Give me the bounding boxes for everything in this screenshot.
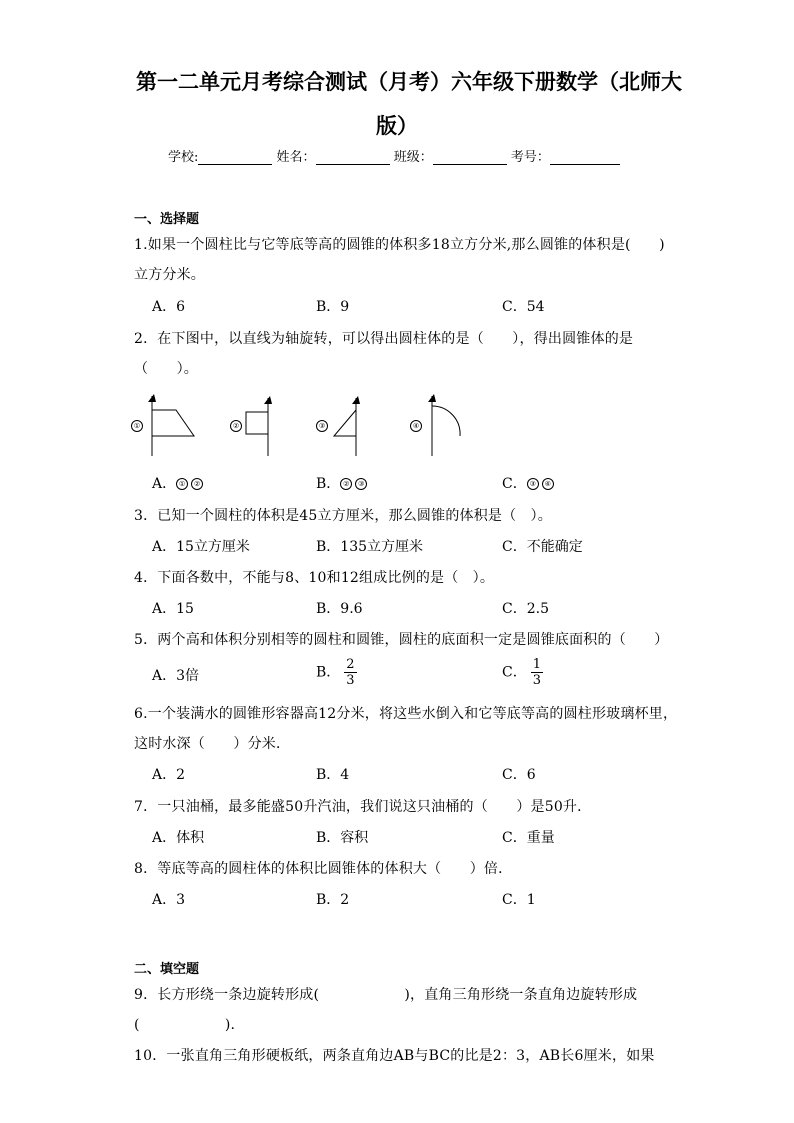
q4-option-c[interactable]: C．2.5 xyxy=(502,601,549,617)
school-blank[interactable] xyxy=(198,150,272,165)
name-label: 姓名： xyxy=(276,150,316,165)
question-10: 10．一张直角三角形硬板纸，两条直角边AB与BC的比是2：3，AB长6厘米，如果 xyxy=(134,1048,655,1064)
q8-option-c[interactable]: C．1 xyxy=(502,892,536,908)
figure-label-2: ② xyxy=(230,420,242,432)
q5-c-fraction xyxy=(531,657,543,688)
q1-option-c[interactable]: C．54 xyxy=(502,299,545,315)
q2-option-b-label: B． xyxy=(316,476,341,492)
q5-b-numerator: 2 xyxy=(346,657,355,672)
question-2: 2．在下图中，以直线为轴旋转，可以得出圆柱体的是（ ），得出圆锥体的是 xyxy=(134,331,634,347)
section-heading-fill: 二、填空题 xyxy=(134,962,200,977)
figure-4-quarter-circle xyxy=(428,394,460,456)
figure-3-triangle xyxy=(334,396,360,456)
q4-option-a[interactable]: A．15 xyxy=(152,601,194,617)
q5-option-b[interactable] xyxy=(316,657,357,688)
figure-label-4: ④ xyxy=(410,420,422,432)
figure-2-square xyxy=(246,396,272,456)
page-title-line1: 第一二单元月考综合测试（月考）六年级下册数学（北师大 xyxy=(136,70,682,94)
q3-option-a[interactable]: A．15立方厘米 xyxy=(152,539,250,555)
question-1-cont: 立方分米。 xyxy=(134,267,205,283)
q3-option-b[interactable]: B．135立方厘米 xyxy=(316,539,424,555)
q2-c-mark-2: ④ xyxy=(542,478,554,490)
question-1: 1.如果一个圆柱比与它等底等高的圆锥的体积多18立方分米,那么圆锥的体积是( ) xyxy=(134,237,665,253)
q2-a-mark-2: ② xyxy=(191,478,203,490)
question-5: 5．两个高和体积分别相等的圆柱和圆锥，圆柱的底面积一定是圆锥底面积的（ ） xyxy=(134,632,669,648)
q5-option-a[interactable]: A．3倍 xyxy=(152,668,200,684)
q2-c-mark-1: ③ xyxy=(527,478,539,490)
student-info-row xyxy=(168,146,620,165)
figure-label-3: ③ xyxy=(316,420,328,432)
q5-option-c[interactable] xyxy=(502,657,543,688)
question-2-cont: （ ）。 xyxy=(134,361,198,377)
rotation-figures xyxy=(124,388,484,460)
question-6-cont: 这时水深（ ）分米． xyxy=(134,736,291,752)
q3-option-c[interactable]: C．不能确定 xyxy=(502,539,583,555)
q5-c-numerator: 1 xyxy=(532,657,541,672)
q6-option-a[interactable]: A．2 xyxy=(152,767,186,783)
q7-option-b[interactable]: B．容积 xyxy=(316,830,369,846)
q2-option-c[interactable] xyxy=(502,473,557,493)
school-label: 学校: xyxy=(168,150,199,165)
q1-option-a[interactable]: A．6 xyxy=(152,299,186,315)
q2-option-a-label: A． xyxy=(152,476,177,492)
class-label: 班级： xyxy=(393,150,433,165)
question-7: 7．一只油桶，最多能盛50升汽油，我们说这只油桶的（ ）是50升． xyxy=(134,799,592,815)
q8-option-b[interactable]: B．2 xyxy=(316,892,350,908)
class-blank[interactable] xyxy=(433,150,507,165)
exam-number-label: 考号： xyxy=(510,150,550,165)
q2-b-mark-2: ③ xyxy=(355,478,367,490)
question-4: 4．下面各数中，不能与8、10和12组成比例的是（ ）。 xyxy=(134,570,495,586)
exam-number-blank[interactable] xyxy=(550,150,620,165)
question-9-cont: ( ). xyxy=(134,1017,236,1033)
q5-b-fraction xyxy=(344,657,356,688)
q7-option-c[interactable]: C．重量 xyxy=(502,830,555,846)
q5-option-c-label: C． xyxy=(502,664,527,681)
q6-option-b[interactable]: B．4 xyxy=(316,767,350,783)
page-title-line2: 版） xyxy=(376,114,418,138)
figure-1-trapezoid xyxy=(148,394,194,456)
q1-option-b[interactable]: B．9 xyxy=(316,299,350,315)
q8-option-a[interactable]: A．3 xyxy=(152,892,186,908)
q6-option-c[interactable]: C．6 xyxy=(502,767,536,783)
q5-option-b-label: B． xyxy=(316,664,341,681)
question-6: 6.一个装满水的圆锥形容器高12分米，将这些水倒入和它等底等高的圆柱形玻璃杯里， xyxy=(134,706,678,722)
q2-option-c-label: C． xyxy=(502,476,527,492)
q2-option-b[interactable] xyxy=(316,473,370,493)
q5-b-denominator: 3 xyxy=(346,673,355,688)
q7-option-a[interactable]: A．体积 xyxy=(152,830,205,846)
q2-option-a[interactable] xyxy=(152,473,206,493)
section-heading-choice: 一、选择题 xyxy=(134,212,200,227)
question-3: 3．已知一个圆柱的体积是45立方厘米，那么圆锥的体积是（ ）。 xyxy=(134,508,552,524)
q2-a-mark-1: ① xyxy=(176,478,188,490)
question-9: 9．长方形绕一条边旋转形成( )，直角三角形绕一条直角边旋转形成 xyxy=(134,987,638,1003)
q4-option-b[interactable]: B．9.6 xyxy=(316,601,363,617)
figure-label-1: ① xyxy=(131,420,143,432)
name-blank[interactable] xyxy=(316,150,390,165)
q2-b-mark-1: ② xyxy=(340,478,352,490)
q5-c-denominator: 3 xyxy=(532,673,541,688)
question-8: 8．等底等高的圆柱体的体积比圆锥体的体积大（ ）倍． xyxy=(134,861,513,877)
